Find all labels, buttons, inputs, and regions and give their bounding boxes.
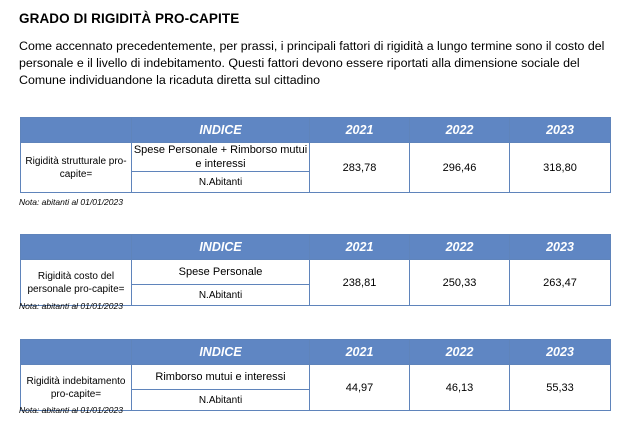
header-blank-cell — [21, 235, 132, 260]
header-year-2022: 2022 — [410, 118, 510, 143]
table-note: Nota: abitanti al 01/01/2023 — [19, 197, 123, 207]
rigidita-strutturale-table — [20, 117, 611, 193]
header-indice: INDICE — [132, 340, 310, 365]
table-header-row — [21, 235, 611, 260]
table-row — [21, 260, 611, 285]
header-year-2022: 2022 — [410, 235, 510, 260]
header-year-2021: 2021 — [310, 235, 410, 260]
value-2021: 283,78 — [310, 143, 410, 193]
table-note: Nota: abitanti al 01/01/2023 — [19, 301, 123, 311]
header-year-2021: 2021 — [310, 118, 410, 143]
header-blank-cell — [21, 118, 132, 143]
rigidita-indebitamento-table — [20, 339, 611, 411]
index-name: Rigidità indebitamento pro-capite= — [21, 365, 132, 411]
page-title: GRADO DI RIGIDITÀ PRO-CAPITE — [19, 11, 240, 26]
value-2021: 238,81 — [310, 260, 410, 306]
value-2022: 250,33 — [410, 260, 510, 306]
index-name: Rigidità costo del personale pro-capite= — [21, 260, 132, 306]
numerator-formula: Spese Personale + Rimborso mutui e interessi — [132, 143, 310, 172]
header-year-2021: 2021 — [310, 340, 410, 365]
intro-paragraph: Come accennato precedentemente, per prassi, i principali fattori di rigidità a lungo termine sono il costo del personale e il livello di indebitamento. Questi fattori devono essere riportati alla dimensione sociale del Comune individuandone la ricaduta diretta sul cittadino — [19, 39, 605, 87]
denominator-formula: N.Abitanti — [132, 285, 310, 306]
value-2023: 263,47 — [510, 260, 611, 306]
value-2022: 46,13 — [410, 365, 510, 411]
table-row — [21, 143, 611, 172]
index-name: Rigidità strutturale pro-capite= — [21, 143, 132, 193]
numerator-formula: Rimborso mutui e interessi — [132, 365, 310, 390]
numerator-formula: Spese Personale — [132, 260, 310, 285]
table-note: Nota: abitanti al 01/01/2023 — [19, 405, 123, 415]
header-indice: INDICE — [132, 235, 310, 260]
header-year-2023: 2023 — [510, 340, 611, 365]
table-header-row — [21, 340, 611, 365]
header-year-2023: 2023 — [510, 235, 611, 260]
denominator-formula: N.Abitanti — [132, 172, 310, 193]
denominator-formula: N.Abitanti — [132, 390, 310, 411]
value-2023: 55,33 — [510, 365, 611, 411]
rigidita-personale-table — [20, 234, 611, 306]
table-header-row — [21, 118, 611, 143]
header-year-2022: 2022 — [410, 340, 510, 365]
header-blank-cell — [21, 340, 132, 365]
value-2023: 318,80 — [510, 143, 611, 193]
header-year-2023: 2023 — [510, 118, 611, 143]
table-row — [21, 365, 611, 390]
header-indice: INDICE — [132, 118, 310, 143]
value-2022: 296,46 — [410, 143, 510, 193]
value-2021: 44,97 — [310, 365, 410, 411]
